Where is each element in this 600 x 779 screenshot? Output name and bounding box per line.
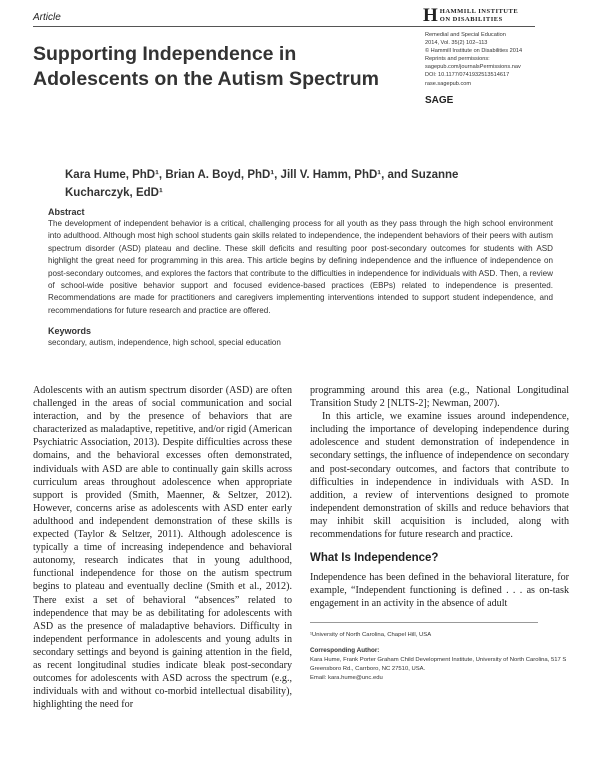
- body-paragraph: In this article, we examine issues around independence, including the importance of developing independence during adolescence and student demonstration of independence in secondary settings, the influence of independence on secondary and post-secondary outcomes, and factors that contribute to difficulties in independence in individuals with ASD. In addition, a review of interventions designed to promote independent demonstration of skills and reduce behaviors that may inhibit skill acquisition is included, along with recommendations for future research and practice.: [310, 411, 569, 541]
- keywords-text: secondary, autism, independence, high school, special education: [48, 338, 281, 348]
- meta-site[interactable]: rase.sagepub.com: [425, 80, 472, 87]
- keywords: [48, 325, 553, 349]
- sage-logo: SAGE: [425, 95, 454, 106]
- logo-mark: H: [423, 5, 438, 26]
- email-link[interactable]: Email: kara.hume@unc.edu: [310, 675, 383, 682]
- footnotes: [310, 631, 580, 683]
- body-right-column: [310, 384, 569, 683]
- publisher-logo: [423, 7, 518, 25]
- keywords-heading: Keywords: [48, 326, 92, 337]
- logo-line-1: HAMMILL INSTITUTE: [439, 8, 519, 15]
- abstract-text: The development of independent behavior is a critical, challenging process for all youth as they pass through the high school environment into adulthood. Although most high school students gain skills related to independence, the independent behaviors of their peers with autism spectrum disorder (ASD) plateau and decline. These skill deficits and resulting poor post-secondary outcomes for students with ASD highlight the great need for programming in this area. This article begins by defining independence and the influence of independence on post-secondary outcomes, and explores the factors that contribute to the difficulties in independence for individuals with ASD. Then, a review of school-wide positive behavior support and focused evidence-based practices (EBPs) related to independence is presented. Recommendations are made for practitioners and caregivers implementing interventions intended to support student independence, and recommendations for future research and practice are offered.: [48, 219, 553, 315]
- authors: Kara Hume, PhD¹, Brian A. Boyd, PhD¹, Jill V. Hamm, PhD¹, and Suzanne Kucharczyk, EdD¹: [65, 169, 459, 199]
- meta-copyright: © Hammill Institute on Disabilities 2014: [425, 48, 523, 55]
- abstract-heading: Abstract: [48, 207, 85, 217]
- section-heading: What Is Independence?: [310, 552, 439, 565]
- header-divider: [33, 26, 535, 27]
- logo-line-2: ON DISABILITIES: [439, 16, 503, 23]
- meta-journal: Remedial and Special Education: [425, 32, 506, 38]
- section-text: Independence has been defined in the behavioral literature, for example, “Independent functioning is defined . . . as on-task engagement in an activity in the absence of adult: [310, 572, 569, 610]
- abstract: [48, 206, 553, 317]
- corresponding-text: Kara Hume, Frank Porter Graham Child Development Institute, University of North Carolina, 517 S Greensboro Rd., Carrboro, NC 27510, USA.: [310, 657, 567, 673]
- meta-volume: 2014, Vol. 35(2) 102–113: [425, 40, 488, 47]
- front-matter: [48, 206, 553, 349]
- corresponding-heading: Corresponding Author:: [310, 647, 380, 655]
- page-title: Supporting Independence in Adolescents on the Autism Spectrum: [33, 43, 380, 90]
- meta-reprints: Reprints and permissions:: [425, 56, 490, 63]
- meta-permissions-link[interactable]: sagepub.com/journalsPermissions.nav: [425, 64, 521, 71]
- affiliation: ¹University of North Carolina, Chapel Hill, USA: [310, 632, 432, 639]
- body-paragraph: programming around this area (e.g., National Longitudinal Transition Study 2 [NLTS-2]; Newman, 2007).: [310, 385, 569, 410]
- body-left-column: [33, 384, 292, 711]
- footnote-divider: [310, 622, 538, 623]
- article-type-label: Article: [33, 12, 61, 23]
- journal-meta: [425, 31, 522, 88]
- body-paragraph: Adolescents with an autism spectrum disorder (ASD) are often challenged in the areas of social communication and social interaction, and by the presence of behaviors that are characterized as maladaptive, repetitive, and/or rigid (American Psychiatric Association, 2013). Despite difficulties across these domains, and the behavioral excesses often demonstrated, individuals with ASD are able to continually gain skills across curriculum areas throughout adolescence when appropriate support is provided (Smith, Maenner, & Seltzer, 2012). However, concerns arise as adolescents with ASD enter early adulthood and independent demonstration of these skills is expected (Taylor & Seltzer, 2011). Although adolescence is typically a time of increasing independence and behavioral autonomy, research indicates that in young adulthood, functional independence for those on the autism spectrum begins to plateau and eventually decline (Smith et al., 2012). There exist a set of behavioral “absences” related to independence that may be as debilitating for adolescents with ASD as the presence of maladaptive behaviors. Difficulty in independent performance in adolescents and young adults in secondary settings and beyond is gaining attention in the field, as recent longitudinal studies indicate bleak post-secondary outcomes for adolescents with ASD across the spectrum (e.g., individuals with and without co-morbid intellectual disability), highlighting the need for: [33, 385, 292, 711]
- meta-doi[interactable]: DOI: 10.1177/0741932513514617: [425, 72, 510, 79]
